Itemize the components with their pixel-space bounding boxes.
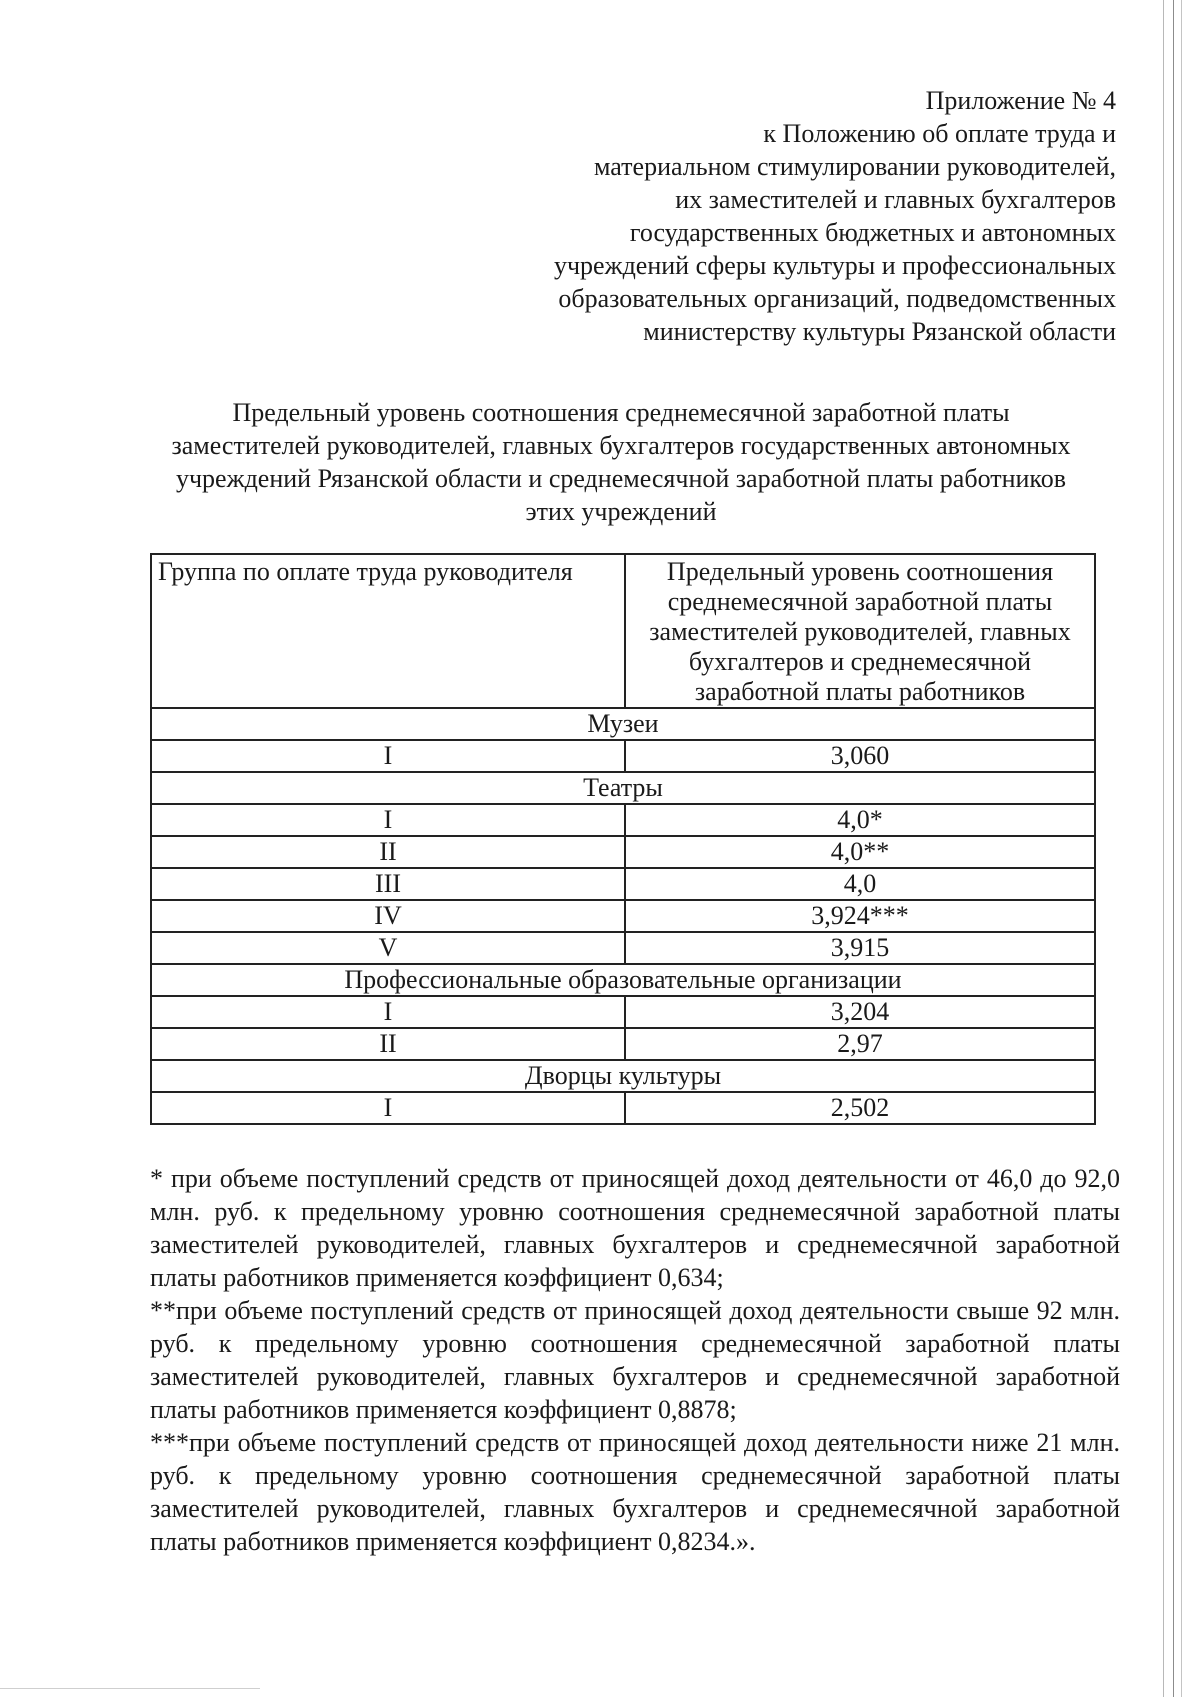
appendix-line: их заместителей и главных бухгалтеров bbox=[675, 185, 1116, 214]
table-row bbox=[151, 996, 1095, 1028]
table-row bbox=[151, 804, 1095, 836]
ratio-value-cell: 3,204 bbox=[625, 996, 1095, 1028]
table-row bbox=[151, 900, 1095, 932]
scan-bottom-mark bbox=[0, 1688, 260, 1689]
footnote-1: * при объеме поступлений средств от приносящей доход деятельности от 46,0 до 92,0 млн. руб. к предельному уровню соотношения среднемесячной заработной платы заместителей руководителей, главных бухгалтеров и среднемесячной заработной платы работников применяется коэффициент 0,634; bbox=[150, 1164, 1120, 1292]
appendix-line: образовательных организаций, подведомственных bbox=[558, 284, 1116, 313]
title-line: Предельный уровень соотношения среднемесячной заработной платы bbox=[232, 398, 1010, 427]
appendix-line: к Положению об оплате труда и bbox=[763, 119, 1116, 148]
appendix-line: материальном стимулировании руководителей, bbox=[594, 152, 1116, 181]
section-title: Профессиональные образовательные организации bbox=[151, 964, 1095, 996]
table-row bbox=[151, 836, 1095, 868]
ratio-limits-table bbox=[150, 553, 1096, 1125]
group-cell: I bbox=[151, 996, 625, 1028]
title-line: этих учреждений bbox=[525, 497, 717, 526]
table-row bbox=[151, 1028, 1095, 1060]
section-title: Театры bbox=[151, 772, 1095, 804]
group-cell: II bbox=[151, 1028, 625, 1060]
table-row bbox=[151, 932, 1095, 964]
table-row bbox=[151, 1092, 1095, 1124]
ratio-value-cell: 2,97 bbox=[625, 1028, 1095, 1060]
scan-edge-line bbox=[1173, 0, 1174, 1697]
header-group-column: Группа по оплате труда руководителя bbox=[151, 554, 625, 708]
header-ratio-line: Предельный уровень соотношения bbox=[666, 557, 1054, 586]
ratio-value-cell: 2,502 bbox=[625, 1092, 1095, 1124]
group-cell: II bbox=[151, 836, 625, 868]
scan-edge-line bbox=[1163, 0, 1164, 1697]
table-row bbox=[151, 740, 1095, 772]
section-row-palaces-of-culture bbox=[151, 1060, 1095, 1092]
appendix-line: государственных бюджетных и автономных bbox=[629, 218, 1116, 247]
table-header-row bbox=[151, 554, 1095, 708]
header-ratio-line: среднемесячной заработной платы bbox=[667, 587, 1053, 616]
section-row-professional-education bbox=[151, 964, 1095, 996]
document-title bbox=[130, 396, 1112, 528]
table-row bbox=[151, 868, 1095, 900]
header-ratio-line: бухгалтеров и среднемесячной bbox=[688, 647, 1032, 676]
appendix-line: министерству культуры Рязанской области bbox=[643, 317, 1116, 346]
section-row-museums bbox=[151, 708, 1095, 740]
footnotes bbox=[150, 1162, 1120, 1558]
group-cell: V bbox=[151, 932, 625, 964]
ratio-value-cell: 4,0 bbox=[625, 868, 1095, 900]
appendix-line: учреждений сферы культуры и профессиональных bbox=[553, 251, 1116, 280]
ratio-value-cell: 4,0* bbox=[625, 804, 1095, 836]
appendix-line: Приложение № 4 bbox=[925, 86, 1116, 115]
ratio-value-cell: 3,915 bbox=[625, 932, 1095, 964]
appendix-header bbox=[554, 84, 1116, 348]
footnote-2: **при объеме поступлений средств от приносящей доход деятельности свыше 92 млн. руб. к предельному уровню соотношения среднемесячной заработной платы заместителей руководителей, главных бухгалтеров и среднемесячной заработной платы работников применяется коэффициент 0,8878; bbox=[150, 1296, 1120, 1424]
group-cell: I bbox=[151, 1092, 625, 1124]
ratio-value-cell: 4,0** bbox=[625, 836, 1095, 868]
header-ratio-column bbox=[625, 554, 1095, 708]
ratio-value-cell: 3,060 bbox=[625, 740, 1095, 772]
group-cell: I bbox=[151, 804, 625, 836]
group-cell: III bbox=[151, 868, 625, 900]
group-cell: I bbox=[151, 740, 625, 772]
section-row-theatres bbox=[151, 772, 1095, 804]
header-ratio-line: заместителей руководителей, главных bbox=[649, 617, 1071, 646]
section-title: Дворцы культуры bbox=[151, 1060, 1095, 1092]
header-ratio-line: заработной платы работников bbox=[694, 677, 1026, 706]
group-cell: IV bbox=[151, 900, 625, 932]
title-line: учреждений Рязанской области и среднемесячной заработной платы работников bbox=[175, 464, 1067, 493]
scan-edge-line bbox=[1181, 0, 1182, 1697]
section-title: Музеи bbox=[151, 708, 1095, 740]
title-line: заместителей руководителей, главных бухгалтеров государственных автономных bbox=[171, 431, 1071, 460]
footnote-3: ***при объеме поступлений средств от приносящей доход деятельности ниже 21 млн. руб. к предельному уровню соотношения среднемесячной заработной платы заместителей руководителей, главных бухгалтеров и среднемесячной заработной платы работников применяется коэффициент 0,8234.». bbox=[150, 1428, 1120, 1556]
ratio-value-cell: 3,924*** bbox=[625, 900, 1095, 932]
